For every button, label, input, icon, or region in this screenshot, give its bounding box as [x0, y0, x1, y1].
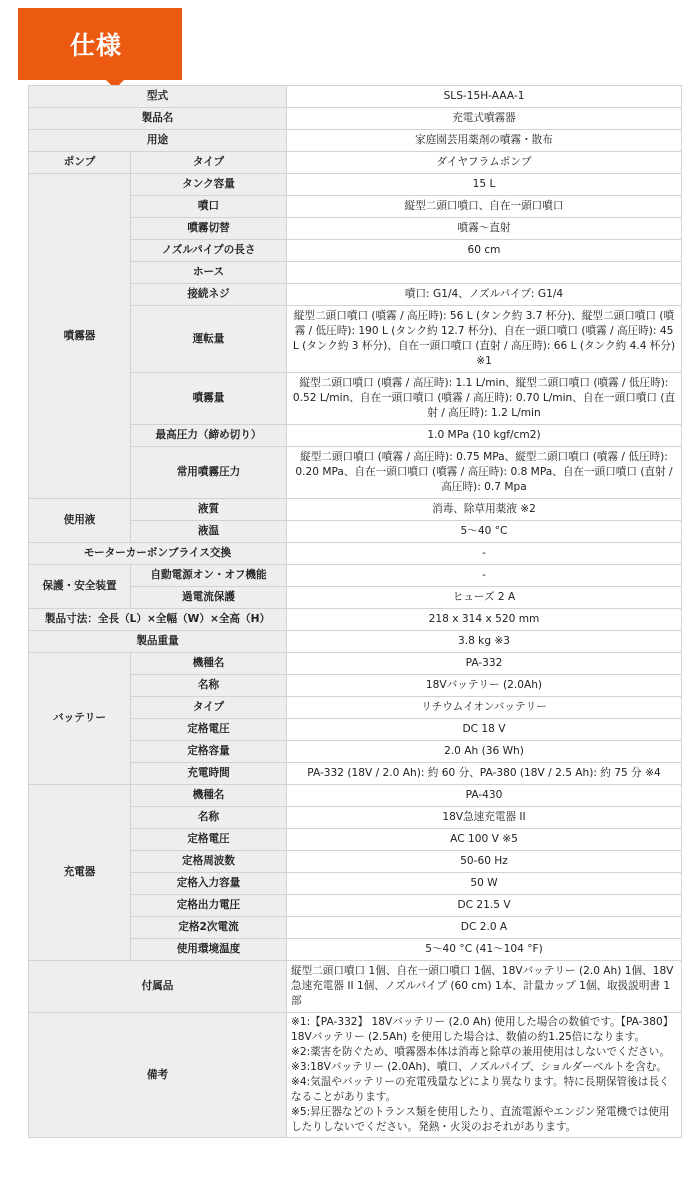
note-line: ※2:薬害を防ぐため、噴霧器本体は消毒と除草の兼用使用はしないでください。	[291, 1046, 670, 1058]
row-label: タンク容量	[131, 174, 287, 196]
row-label: 名称	[131, 807, 287, 829]
row-label: 製品重量	[29, 631, 287, 653]
header	[0, 0, 700, 85]
table-row	[29, 152, 682, 174]
row-label: 噴霧切替	[131, 218, 287, 240]
row-label: 最高圧力（締め切り）	[131, 425, 287, 447]
row-label: 機種名	[131, 785, 287, 807]
row-label: 定格2次電流	[131, 917, 287, 939]
row-value: 縦型二頭口噴口 (噴霧 / 高圧時): 56 L (タンク約 3.7 杯分)、縦型二頭口噴口 (噴霧 / 低圧時): 190 L (タンク約 12.7 杯分)、自在一頭口噴口 (噴霧 / 高圧時): 45 L (タンク約 3 杯分)、自在一頭口噴口 (直射 / 高圧時): 66 L (タンク約 4.4 杯分) ※1	[287, 306, 682, 373]
group-label: 充電器	[29, 785, 131, 961]
row-value: PA-332	[287, 653, 682, 675]
row-label: 定格周波数	[131, 851, 287, 873]
table-row	[29, 174, 682, 196]
row-label: ホース	[131, 262, 287, 284]
row-label: 機種名	[131, 653, 287, 675]
row-value: SLS-15H-AAA-1	[287, 86, 682, 108]
table-row	[29, 499, 682, 521]
table-row	[29, 86, 682, 108]
row-label: 定格容量	[131, 741, 287, 763]
row-label: 自動電源オン・オフ機能	[131, 565, 287, 587]
row-label: 名称	[131, 675, 287, 697]
row-value: 18V急速充電器 II	[287, 807, 682, 829]
row-label: 噴霧量	[131, 373, 287, 425]
row-value: AC 100 V ※5	[287, 829, 682, 851]
row-value: 噴霧〜直射	[287, 218, 682, 240]
row-label: 定格出力電圧	[131, 895, 287, 917]
row-value: 噴口: G1/4、ノズルパイプ: G1/4	[287, 284, 682, 306]
row-value: ダイヤフラムポンプ	[287, 152, 682, 174]
note-line: ※3:18Vバッテリー (2.0Ah)、噴口、ノズルパイプ、ショルダーベルトを含む。	[291, 1061, 668, 1073]
row-value: DC 18 V	[287, 719, 682, 741]
row-label: 充電時間	[131, 763, 287, 785]
row-value: 5〜40 °C	[287, 521, 682, 543]
row-label: 過電流保護	[131, 587, 287, 609]
row-label: タイプ	[131, 697, 287, 719]
row-value: 縦型二頭口噴口 1個、自在一頭口噴口 1個、18Vバッテリー (2.0 Ah) 1個、18V急速充電器 II 1個、ノズルパイプ (60 cm) 1本、計量カップ 1個、取扱説明書 1部	[287, 961, 682, 1013]
row-label: タイプ	[131, 152, 287, 174]
row-value: PA-430	[287, 785, 682, 807]
notes-cell	[287, 1013, 682, 1138]
row-value: DC 21.5 V	[287, 895, 682, 917]
row-value: 消毒、除草用薬液 ※2	[287, 499, 682, 521]
row-label: 製品名	[29, 108, 287, 130]
row-value: 2.0 Ah (36 Wh)	[287, 741, 682, 763]
note-line: ※1:【PA-332】 18Vバッテリー (2.0 Ah) 使用した場合の数値です。【PA-380】 18Vバッテリー (2.5Ah) を使用した場合は、数値の約1.25倍になります。	[291, 1016, 674, 1043]
row-value: 1.0 MPa (10 kgf/cm2)	[287, 425, 682, 447]
table-row	[29, 609, 682, 631]
row-value	[287, 262, 682, 284]
row-value: 15 L	[287, 174, 682, 196]
table-row	[29, 565, 682, 587]
row-value: ヒューズ 2 A	[287, 587, 682, 609]
table-row	[29, 108, 682, 130]
row-value: -	[287, 543, 682, 565]
row-label: 型式	[29, 86, 287, 108]
spec-table	[28, 85, 682, 1138]
row-label: 接続ネジ	[131, 284, 287, 306]
row-value: 縦型二頭口噴口 (噴霧 / 高圧時): 1.1 L/min、縦型二頭口噴口 (噴霧 / 低圧時): 0.52 L/min、自在一頭口噴口 (噴霧 / 高圧時): 0.70 L/min、自在一頭口噴口 (直射 / 高圧時): 1.2 L/min	[287, 373, 682, 425]
row-label: 常用噴霧圧力	[131, 447, 287, 499]
row-label: 運転量	[131, 306, 287, 373]
row-value: 50 W	[287, 873, 682, 895]
group-label: 噴霧器	[29, 174, 131, 499]
row-label: 定格入力容量	[131, 873, 287, 895]
row-value: 家庭園芸用薬剤の噴霧・散布	[287, 130, 682, 152]
table-row	[29, 785, 682, 807]
row-value: 充電式噴霧器	[287, 108, 682, 130]
group-label: 保護・安全装置	[29, 565, 131, 609]
note-line: ※5:昇圧器などのトランス類を使用したり、直流電源やエンジン発電機では使用したりしないでください。発熱・火災のおそれがあります。	[291, 1106, 670, 1133]
row-value: 縦型二頭口噴口、自在一頭口噴口	[287, 196, 682, 218]
section-title: 仕様	[18, 8, 182, 80]
row-label: ノズルパイプの長さ	[131, 240, 287, 262]
row-label: 使用環境温度	[131, 939, 287, 961]
row-value: PA-332 (18V / 2.0 Ah): 約 60 分、PA-380 (18V / 2.5 Ah): 約 75 分 ※4	[287, 763, 682, 785]
row-label: 液温	[131, 521, 287, 543]
row-label: 液質	[131, 499, 287, 521]
row-value: 50-60 Hz	[287, 851, 682, 873]
row-label: モーターカーボンブライス交換	[29, 543, 287, 565]
row-value: 218 x 314 x 520 mm	[287, 609, 682, 631]
table-row	[29, 631, 682, 653]
group-label: バッテリー	[29, 653, 131, 785]
row-value: DC 2.0 A	[287, 917, 682, 939]
row-label: 噴口	[131, 196, 287, 218]
row-label: 定格電圧	[131, 829, 287, 851]
table-row	[29, 543, 682, 565]
note-line: ※4:気温やバッテリーの充電残量などにより異なります。特に長期保管後は長くなることがあります。	[291, 1076, 670, 1103]
table-row	[29, 961, 682, 1013]
group-label: ポンプ	[29, 152, 131, 174]
table-row	[29, 1013, 682, 1138]
row-value: 18Vバッテリー (2.0Ah)	[287, 675, 682, 697]
row-value: 3.8 kg ※3	[287, 631, 682, 653]
table-row	[29, 653, 682, 675]
row-value: 60 cm	[287, 240, 682, 262]
row-label: 付属品	[29, 961, 287, 1013]
table-row	[29, 130, 682, 152]
row-value: リチウムイオンバッテリー	[287, 697, 682, 719]
group-label: 使用液	[29, 499, 131, 543]
row-label: 用途	[29, 130, 287, 152]
row-label: 備考	[29, 1013, 287, 1138]
row-label: 定格電圧	[131, 719, 287, 741]
row-value: -	[287, 565, 682, 587]
row-label: 製品寸法：全長（L）×全幅（W）×全高（H）	[29, 609, 287, 631]
row-value: 縦型二頭口噴口 (噴霧 / 高圧時): 0.75 MPa、縦型二頭口噴口 (噴霧 / 低圧時): 0.20 MPa、自在一頭口噴口 (噴霧 / 高圧時): 0.8 MPa、自在一頭口噴口 (直射 / 高圧時): 0.7 Mpa	[287, 447, 682, 499]
row-value: 5〜40 °C (41〜104 °F)	[287, 939, 682, 961]
